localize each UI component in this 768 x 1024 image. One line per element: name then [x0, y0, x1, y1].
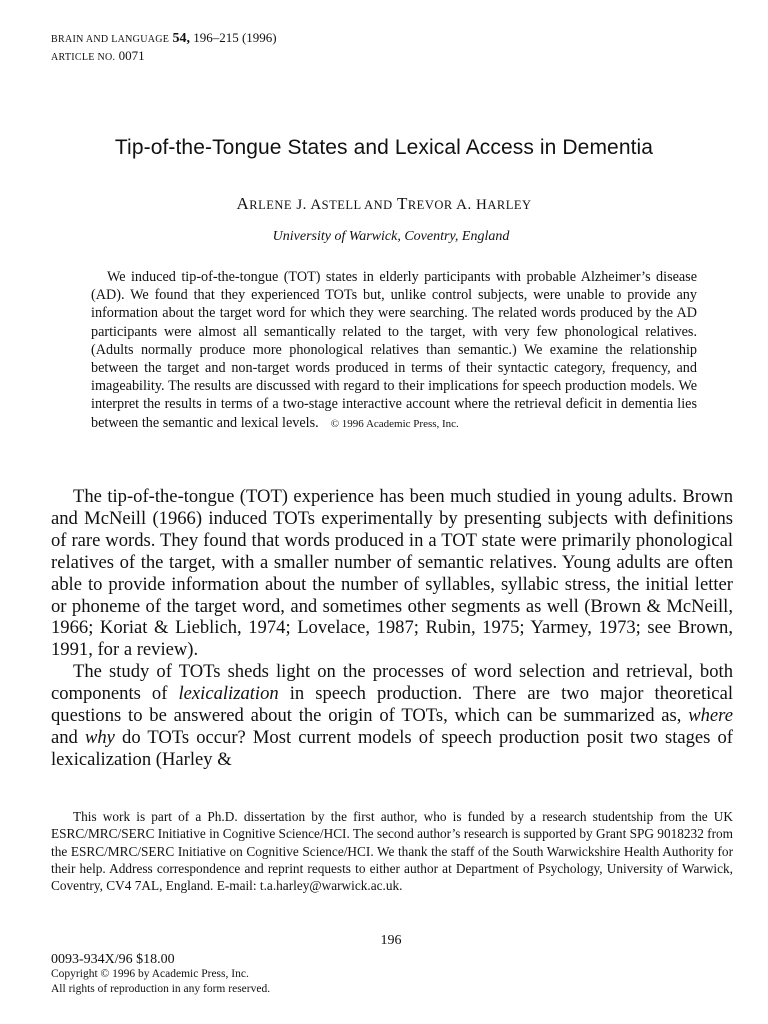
p2-part-b: in speech production. There are two major theoretical questions to be answered about the origin of TOTs, which can be summarized as, [51, 683, 733, 727]
p2-where: where [688, 705, 733, 727]
body-text [51, 486, 733, 771]
author-line [0, 194, 768, 214]
price-code: 0093-934X/96 $18.00 [51, 952, 175, 967]
journal-header [51, 30, 277, 66]
paper-title: Tip-of-the-Tongue States and Lexical Access in Dementia [114, 136, 654, 159]
author2-last-rest: ARLEY [487, 198, 532, 212]
author2-initial: T [396, 194, 408, 213]
author1-middle: J. A [296, 197, 322, 213]
p2-lexicalization: lexicalization [178, 683, 279, 705]
author1-last-rest: STELL AND [321, 198, 393, 212]
publisher-copyright: Copyright © 1996 by Academic Press, Inc. [51, 968, 249, 980]
p2-part-c: do TOTs occur? Most current models of speech production posit two stages of lexicalization (Harley & [51, 726, 733, 770]
author1-first-rest: RLENE [249, 198, 293, 212]
journal-pages-year: 196–215 (1996) [193, 30, 277, 45]
body-paragraph-2 [51, 661, 733, 771]
author2-middle: A. H [456, 197, 488, 213]
page-number: 196 [380, 933, 402, 948]
author1-initial: A [236, 194, 250, 213]
abstract-copyright: © 1996 Academic Press, Inc. [330, 417, 459, 430]
body-paragraph-1: The tip-of-the-tongue (TOT) experience has been much studied in young adults. Brown and McNeill (1966) induced TOTs experimentally by presenting subjects with definitions of rare words. They found that words produced in a TOT state were primarily phonological relatives of the target, with a smaller number of semantic relatives. Young adults are often able to provide information about the number of syllables, syllabic stress, the initial letter or phoneme of the target word, and sometimes other segments as well (Brown & McNeill, 1966; Koriat & Lieblich, 1974; Lovelace, 1987; Rubin, 1975; Yarmey, 1973; see Brown, 1991, for a review). [51, 486, 733, 661]
journal-volume: 54, [172, 31, 190, 46]
article-number-label: ARTICLE NO. [51, 52, 116, 63]
author2-first-rest: REVOR [407, 198, 453, 212]
footnote: This work is part of a Ph.D. dissertation by the first author, who is funded by a research studentship from the UK ESRC/MRC/SERC Initiative in Cognitive Science/HCI. The second author’s research is supported by Grant SPG 9018232 from the ESRC/MRC/SERC Initiative on Cognitive Science/HCI. We thank the staff of the South Warwickshire Health Authority for their help. Address correspondence and reprint requests to either author at Department of Psychology, University of Warwick, Coventry, CV4 7AL, England. E-mail: t.a.harley@warwick.ac.uk. [51, 809, 734, 894]
p2-and: and [51, 726, 78, 748]
article-number-value: 0071 [118, 48, 145, 63]
article-number [51, 48, 277, 66]
affiliation: University of Warwick, Coventry, England [272, 229, 510, 244]
p2-part-a: The study of TOTs sheds light on the processes of word selection and retrieval, both components of [51, 661, 733, 705]
journal-name: BRAIN AND LANGUAGE [51, 34, 170, 45]
publication-info [51, 952, 270, 997]
abstract-text: We induced tip-of-the-tongue (TOT) states in elderly participants with probable Alzheimer’s disease (AD). We found that they experienced TOTs but, unlike control subjects, were unable to provide any information about the target word for which they were searching. The related words produced by the AD participants were almost all semantically related to the target, with very few phonological relatives. (Adults normally produce more phonological relatives than semantic.) We examine the relationship between the target and non-target words produced in terms of their syntactic category, frequency, and imageability. The results are discussed with regard to their implications for speech production models. We interpret the results in terms of a two-stage interactive account where the retrieval deficit in dementia lies between the semantic and lexical levels. [91, 269, 697, 431]
abstract [91, 268, 697, 433]
journal-citation [51, 30, 277, 48]
rights-statement: All rights of reproduction in any form reserved. [51, 983, 271, 995]
p2-why: why [84, 726, 115, 748]
